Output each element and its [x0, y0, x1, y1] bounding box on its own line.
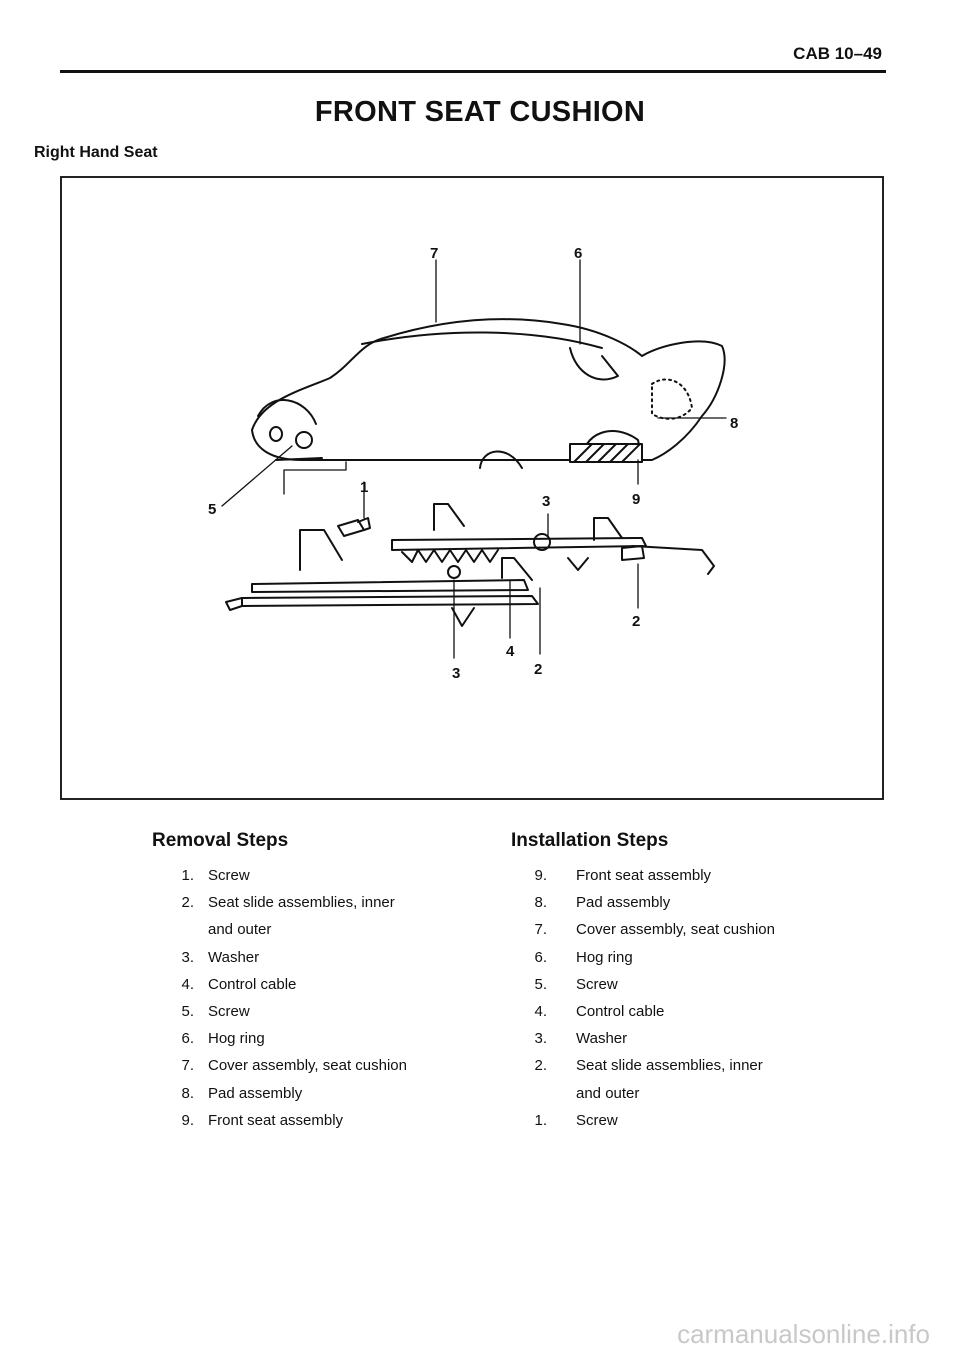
step-text: Screw [576, 1111, 618, 1129]
step-number: 8. [181, 1084, 194, 1102]
list-item [152, 1025, 407, 1052]
step-number: 6. [534, 948, 547, 966]
step-text: Screw [576, 975, 618, 993]
removal-steps [152, 830, 407, 1134]
step-number: 6. [181, 1030, 194, 1048]
callout-9: 9 [632, 491, 641, 508]
step-number: 4. [534, 1003, 547, 1021]
callout-8: 8 [730, 415, 739, 432]
inner-seat-rail [392, 538, 646, 550]
outer-seat-rail [242, 596, 538, 606]
step-number: 1. [534, 1111, 547, 1129]
callout-1: 1 [360, 479, 369, 496]
callout-3-upper: 3 [542, 493, 551, 510]
list-item [511, 1025, 775, 1052]
step-number: 3. [181, 948, 194, 966]
step-text: Hog ring [208, 1030, 265, 1048]
step-text: Cover assembly, seat cushion [576, 921, 775, 939]
removal-heading: Removal Steps [152, 830, 289, 851]
step-text: Control cable [576, 1003, 665, 1021]
section-subtitle: Right Hand Seat [34, 144, 158, 161]
callout-5: 5 [208, 501, 217, 518]
step-text: Screw [208, 1003, 250, 1021]
list-item [152, 1080, 407, 1107]
step-text: Front seat assembly [576, 867, 712, 884]
seat-cushion-diagram [62, 178, 882, 798]
step-number: 5. [181, 1003, 194, 1021]
callout-2-right: 2 [632, 613, 641, 630]
installation-steps [511, 830, 775, 1134]
list-item [511, 971, 775, 998]
callout-6: 6 [574, 245, 583, 262]
list-item [152, 971, 407, 998]
header-rule [60, 70, 886, 73]
step-text: Front seat assembly [208, 1111, 344, 1129]
step-number: 2. [534, 1057, 547, 1075]
step-text: Hog ring [576, 948, 633, 966]
screw-part [338, 520, 364, 536]
step-number: 8. [534, 894, 547, 912]
callout-4: 4 [506, 643, 515, 660]
list-item [511, 889, 775, 916]
step-text: Washer [576, 1030, 628, 1048]
step-number: 3. [534, 1030, 547, 1048]
step-text: Pad assembly [208, 1084, 303, 1102]
step-number: 7. [534, 921, 547, 939]
step-text: Seat slide assemblies, inner [208, 894, 395, 912]
step-text: Pad assembly [576, 894, 671, 912]
step-number: 9. [534, 867, 547, 884]
step-number: 7. [181, 1057, 194, 1075]
list-item [511, 916, 775, 943]
step-text-continued: and outer [576, 1084, 640, 1102]
callout-7: 7 [430, 245, 439, 262]
removal-list [152, 862, 407, 1134]
seat-cushion-shape [252, 319, 725, 460]
callout-2-lower: 2 [534, 661, 543, 678]
list-item [152, 862, 407, 889]
list-item [511, 1052, 775, 1106]
step-text: Washer [208, 948, 260, 966]
list-item [511, 998, 775, 1025]
step-number: 2. [181, 894, 194, 912]
page-reference: CAB 10–49 [793, 44, 882, 63]
step-number: 1. [181, 867, 194, 884]
list-item [511, 1107, 775, 1134]
step-text-continued: and outer [208, 921, 272, 939]
exploded-diagram-frame [60, 176, 884, 800]
step-text: Screw [208, 867, 250, 884]
installation-list [511, 862, 775, 1134]
step-number: 5. [534, 975, 547, 993]
list-item [152, 1107, 407, 1134]
watermark: carmanualsonline.info [677, 1319, 930, 1349]
list-item [152, 1052, 407, 1079]
list-item [511, 944, 775, 971]
list-item [152, 944, 407, 971]
step-text: Seat slide assemblies, inner [576, 1057, 763, 1075]
step-number: 9. [181, 1111, 194, 1129]
installation-heading: Installation Steps [511, 830, 669, 851]
page-title: FRONT SEAT CUSHION [314, 96, 646, 128]
step-text: Control cable [208, 975, 297, 993]
list-item [152, 889, 407, 943]
list-item [152, 998, 407, 1025]
list-item [511, 862, 775, 889]
step-text: Cover assembly, seat cushion [208, 1057, 407, 1075]
callout-3-lower: 3 [452, 665, 461, 682]
step-number: 4. [181, 975, 194, 993]
